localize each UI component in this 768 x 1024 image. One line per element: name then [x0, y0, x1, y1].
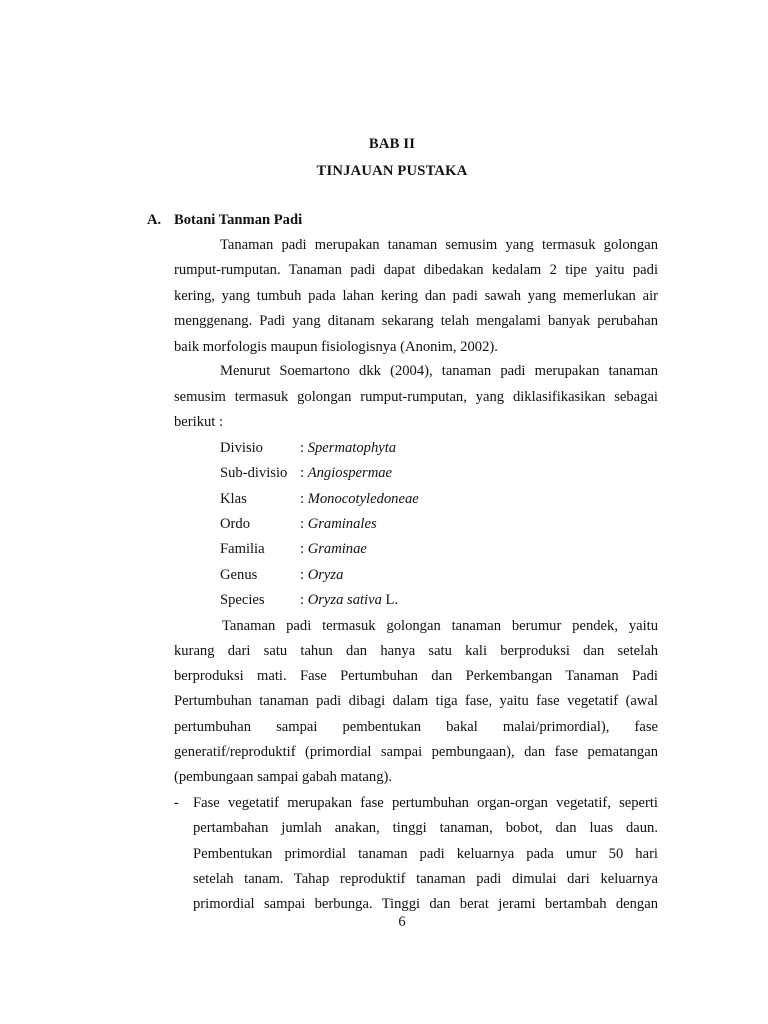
taxon-rank: Species	[220, 592, 265, 608]
classification-row	[220, 515, 377, 533]
chapter-title: TINJAUAN PUSTAKA	[316, 163, 468, 179]
paragraph-2-line-2: semusim termasuk golongan rumput-rumputan, yang diklasifikasikan sebagai	[174, 389, 658, 405]
taxon-rank: Ordo	[220, 516, 250, 532]
paragraph-3-line-6: generatif/reproduktif (primordial sampai pembungaan), dan fase pematangan	[174, 744, 658, 760]
paragraph-1-line-1: Tanaman padi merupakan tanaman semusim yang termasuk golongan	[220, 237, 658, 253]
taxon-name: Spermatophyta	[307, 440, 397, 456]
paragraph-1-line-3: kering, yang tumbuh pada lahan kering dan padi sawah yang memerlukan air	[174, 288, 658, 304]
paragraph-3-line-1: Tanaman padi termasuk golongan tanaman berumur pendek, yaitu	[222, 618, 658, 634]
taxon-rank: Familia	[220, 541, 265, 557]
bullet-line-2: pertambahan jumlah anakan, tinggi tanaman, bobot, dan luas daun.	[193, 820, 658, 836]
taxon-rank: Divisio	[220, 440, 263, 456]
paragraph-3-line-3: berproduksi mati. Fase Pertumbuhan dan Perkembangan Tanaman Padi	[174, 668, 658, 684]
paragraph-3-line-7: (pembungaan sampai gabah matang).	[174, 769, 393, 785]
taxon-suffix: L.	[381, 592, 399, 608]
taxon-name: Graminae	[307, 541, 367, 557]
colon: :	[300, 541, 308, 557]
paragraph-3-line-2: kurang dari satu tahun dan hanya satu kali berproduksi dan setelah	[174, 643, 658, 659]
classification-row	[220, 490, 419, 508]
taxon-rank: Sub-divisio	[220, 465, 288, 481]
bullet-line-3: Pembentukan primordial tanaman padi keluarnya pada umur 50 hari	[193, 846, 658, 862]
colon: :	[300, 516, 308, 532]
bullet-line-4: setelah tanam. Tahap reproduktif tanaman padi dimulai dari keluarnya	[193, 871, 658, 887]
taxon-name: Monocotyledoneae	[307, 491, 419, 507]
taxon-name: Oryza	[307, 567, 344, 583]
taxon-name: Oryza sativa	[307, 592, 382, 608]
page-number: 6	[398, 914, 406, 930]
classification-row	[220, 540, 367, 558]
taxon-rank: Genus	[220, 567, 258, 583]
paragraph-1-line-2: rumput-rumputan. Tanaman padi dapat dibedakan kedalam 2 tipe yaitu padi	[174, 262, 658, 278]
bullet-line-5: primordial sampai berbunga. Tinggi dan berat jerami bertambah dengan	[193, 896, 658, 912]
section-letter: A.	[147, 212, 162, 228]
colon: :	[300, 567, 308, 583]
colon: :	[300, 440, 308, 456]
classification-row	[220, 591, 398, 609]
classification-row	[220, 439, 396, 457]
chapter-number: BAB II	[368, 136, 416, 152]
paragraph-3-line-5: pertumbuhan sampai pembentukan bakal malai/primordial), fase	[174, 719, 658, 735]
taxon-name: Graminales	[307, 516, 377, 532]
classification-row	[220, 566, 343, 584]
colon: :	[300, 465, 308, 481]
taxon-rank: Klas	[220, 491, 247, 507]
section-heading	[147, 212, 302, 229]
paragraph-3-line-4: Pertumbuhan tanaman padi dibagi dalam tiga fase, yaitu fase vegetatif (awal	[174, 693, 658, 709]
taxon-name: Angiospermae	[307, 465, 393, 481]
colon: :	[300, 491, 308, 507]
bullet-dash: -	[174, 795, 179, 811]
section-title: Botani Tanman Padi	[174, 212, 303, 228]
classification-row	[220, 464, 392, 482]
paragraph-2-line-1: Menurut Soemartono dkk (2004), tanaman padi merupakan tanaman	[220, 363, 658, 379]
paragraph-1-line-4: menggenang. Padi yang ditanam sekarang telah mengalami banyak perubahan	[174, 313, 658, 329]
bullet-line-1: Fase vegetatif merupakan fase pertumbuhan organ-organ vegetatif, seperti	[193, 795, 658, 811]
colon: :	[300, 592, 308, 608]
paragraph-1-line-5: baik morfologis maupun fisiologisnya (Anonim, 2002).	[174, 339, 498, 355]
paragraph-2-line-3: berikut :	[174, 414, 224, 430]
